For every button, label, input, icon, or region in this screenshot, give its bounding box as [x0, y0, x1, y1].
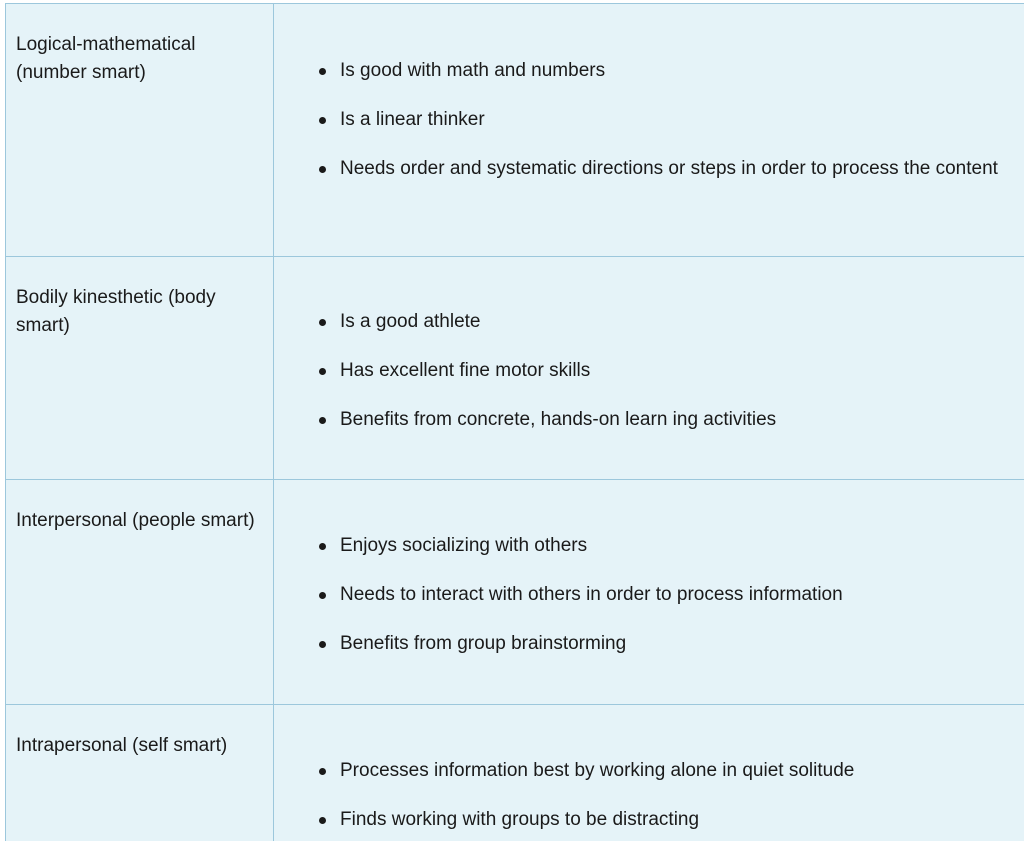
traits-cell	[274, 257, 1024, 480]
list-item: Needs order and systematic directions or steps in order to process the content	[340, 155, 1014, 183]
traits-cell	[274, 705, 1024, 841]
intelligence-name: Logical-mathematical (number smart)	[6, 4, 274, 257]
list-item: Finds working with groups to be distracting	[340, 806, 1014, 834]
list-item: Is a good athlete	[340, 308, 1014, 336]
list-item: Processes information best by working alone in quiet solitude	[340, 757, 1014, 785]
traits-cell	[274, 4, 1024, 257]
table-row	[6, 257, 1024, 480]
list-item: Is a linear thinker	[340, 106, 1014, 134]
table-row	[6, 4, 1024, 257]
traits-list	[274, 480, 1024, 658]
traits-list	[274, 257, 1024, 434]
list-item: Is good with math and numbers	[340, 57, 1014, 85]
list-item: Benefits from group brainstorming	[340, 630, 1014, 658]
intelligence-name: Intrapersonal (self smart)	[6, 705, 274, 841]
traits-list	[274, 4, 1024, 183]
traits-list	[274, 705, 1024, 834]
table-row	[6, 705, 1024, 841]
list-item: Needs to interact with others in order to process information	[340, 581, 1014, 609]
traits-cell	[274, 480, 1024, 705]
intelligence-name: Bodily kinesthetic (body smart)	[6, 257, 274, 480]
intelligences-table	[5, 3, 1024, 841]
table-row	[6, 480, 1024, 705]
intelligence-name: Interpersonal (people smart)	[6, 480, 274, 705]
list-item: Enjoys socializing with others	[340, 532, 1014, 560]
list-item: Has excellent fine motor skills	[340, 357, 1014, 385]
list-item: Benefits from concrete, hands-on learn ing activities	[340, 406, 1014, 434]
